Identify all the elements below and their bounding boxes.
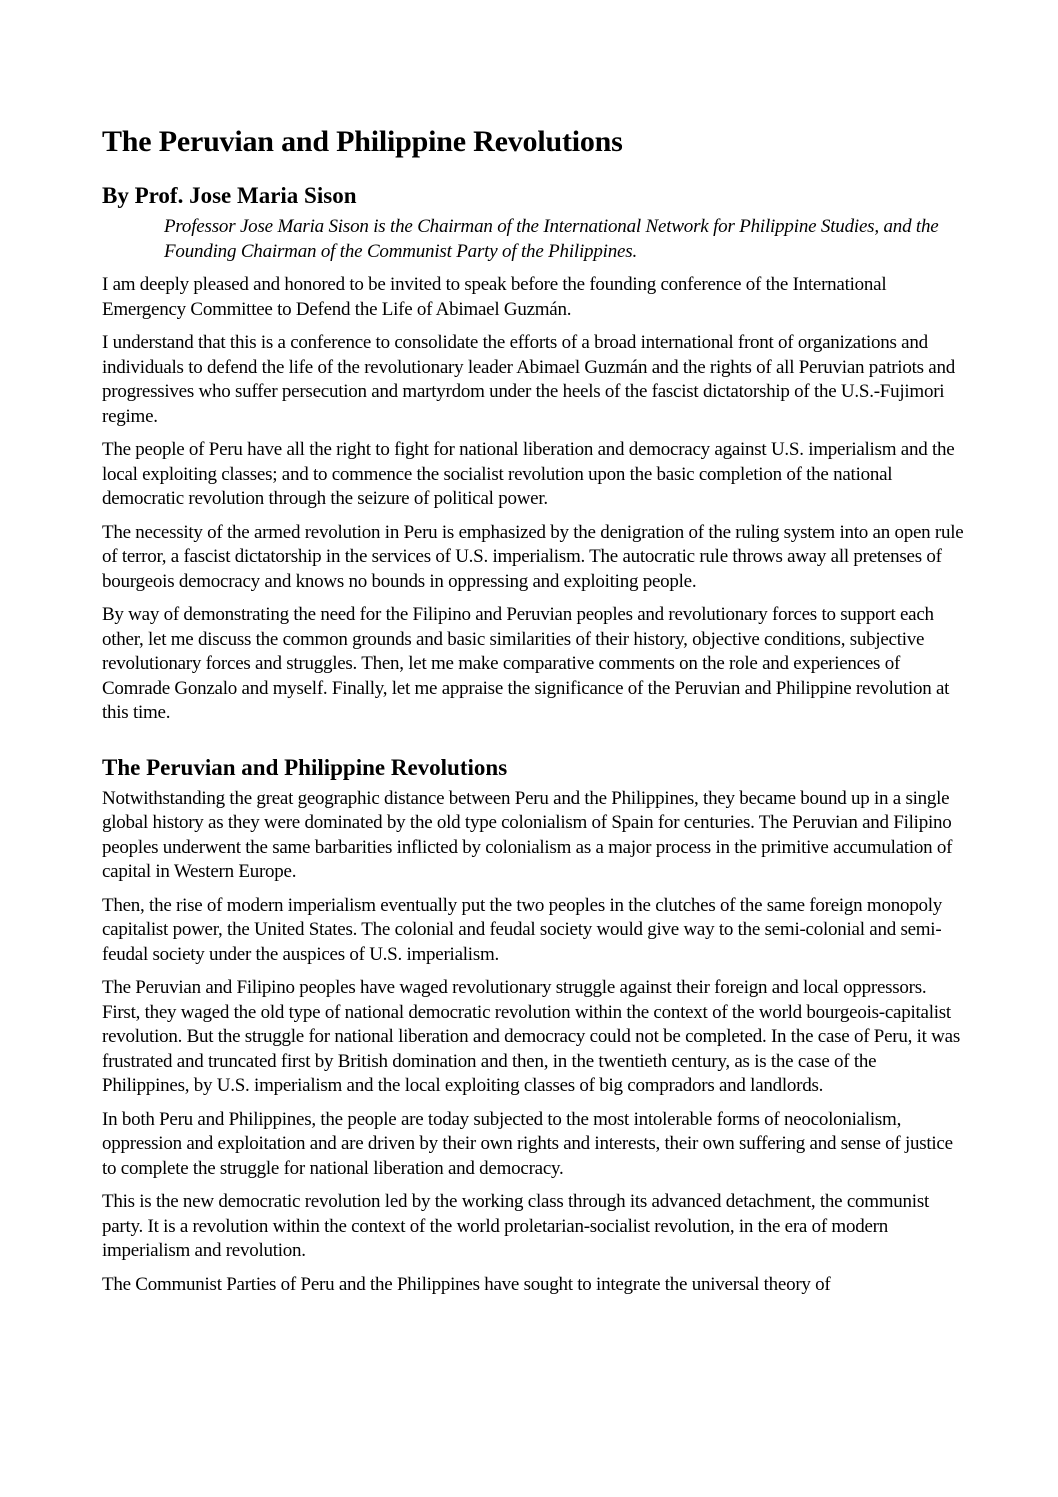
section-heading: The Peruvian and Philippine Revolutions — [102, 754, 508, 780]
section-paragraph: In both Peru and Philippines, the people are today subjected to the most intolerable forms of neocolonialism, oppression and exploitation and are driven by their own rights and interests, their own suffering and sense of justice to complete the struggle for national liberation and democracy. — [102, 1108, 953, 1179]
intro-paragraph: I am deeply pleased and honored to be invited to speak before the founding conference of the International Emergency Committee to Defend the Life of Abimael Guzmán. — [102, 274, 887, 320]
section-paragraph: Then, the rise of modern imperialism eventually put the two peoples in the clutches of the same foreign monopoly capitalist power, the United States. The colonial and feudal society would give way to the semi-colonial and semi-feudal society under the auspices of U.S. imperialism. — [102, 894, 942, 965]
intro-paragraph: I understand that this is a conference to consolidate the efforts of a broad international front of organizations and individuals to defend the life of the revolutionary leader Abimael Guzmán and the rights of all Peruvian patriots and progressives who suffer persecution and martyrdom under the heels of the fascist dictatorship of the U.S.-Fujimori regime. — [102, 332, 955, 427]
document-title: The Peruvian and Philippine Revolutions — [102, 125, 623, 158]
intro-paragraph: The people of Peru have all the right to fight for national liberation and democracy against U.S. imperialism and the local exploiting classes; and to commence the socialist revolution upon the basic completion of the national democratic revolution through the seizure of political power. — [102, 439, 955, 509]
section-paragraph: This is the new democratic revolution led by the working class through its advanced detachment, the communist party. It is a revolution within the context of the world proletarian-socialist revolution, in the era of modern imperialism and revolution. — [102, 1191, 930, 1261]
document-body — [102, 124, 964, 1297]
section-paragraph: Notwithstanding the great geographic distance between Peru and the Philippines, they became bound up in a single global history as they were dominated by the old type colonialism of Spain for centuries. The Peruvian and Filipino peoples underwent the same barbarities inflicted by colonialism as a major process in the primitive accumulation of capital in Western Europe. — [102, 787, 953, 882]
intro-paragraph: The necessity of the armed revolution in Peru is emphasized by the denigration of the ruling system into an open rule of terror, a fascist dictatorship in the services of U.S. imperialism. The autocratic rule throws away all pretenses of bourgeois democracy and knows no bounds in oppressing and exploiting people. — [102, 521, 964, 592]
author-byline: By Prof. Jose Maria Sison — [102, 183, 357, 208]
intro-paragraph: By way of demonstrating the need for the Filipino and Peruvian peoples and revolutionary forces to support each other, let me discuss the common grounds and basic similarities of their history, objective conditions, subjective revolutionary forces and struggles. Then, let me make comparative comments on the role and experiences of Comrade Gonzalo and myself. Finally, let me appraise the significance of the Peruvian and Philippine revolution at this time. — [102, 604, 950, 723]
section-paragraph: The Communist Parties of Peru and the Philippines have sought to integrate the universal theory of — [102, 1273, 831, 1295]
author-abstract: Professor Jose Maria Sison is the Chairman of the International Network for Philippine Studies, and the Founding Chairman of the Communist Party of the Philippines. — [164, 216, 939, 262]
section-paragraph: The Peruvian and Filipino peoples have waged revolutionary struggle against their foreign and local oppressors. First, they waged the old type of national democratic revolution within the context of the world bourgeois-capitalist revolution. But the struggle for national liberation and democracy could not be completed. In the case of Peru, it was frustrated and truncated first by British domination and then, in the twentieth century, as is the case of the Philippines, by U.S. imperialism and the local exploiting classes of big compradors and landlords. — [102, 977, 960, 1096]
